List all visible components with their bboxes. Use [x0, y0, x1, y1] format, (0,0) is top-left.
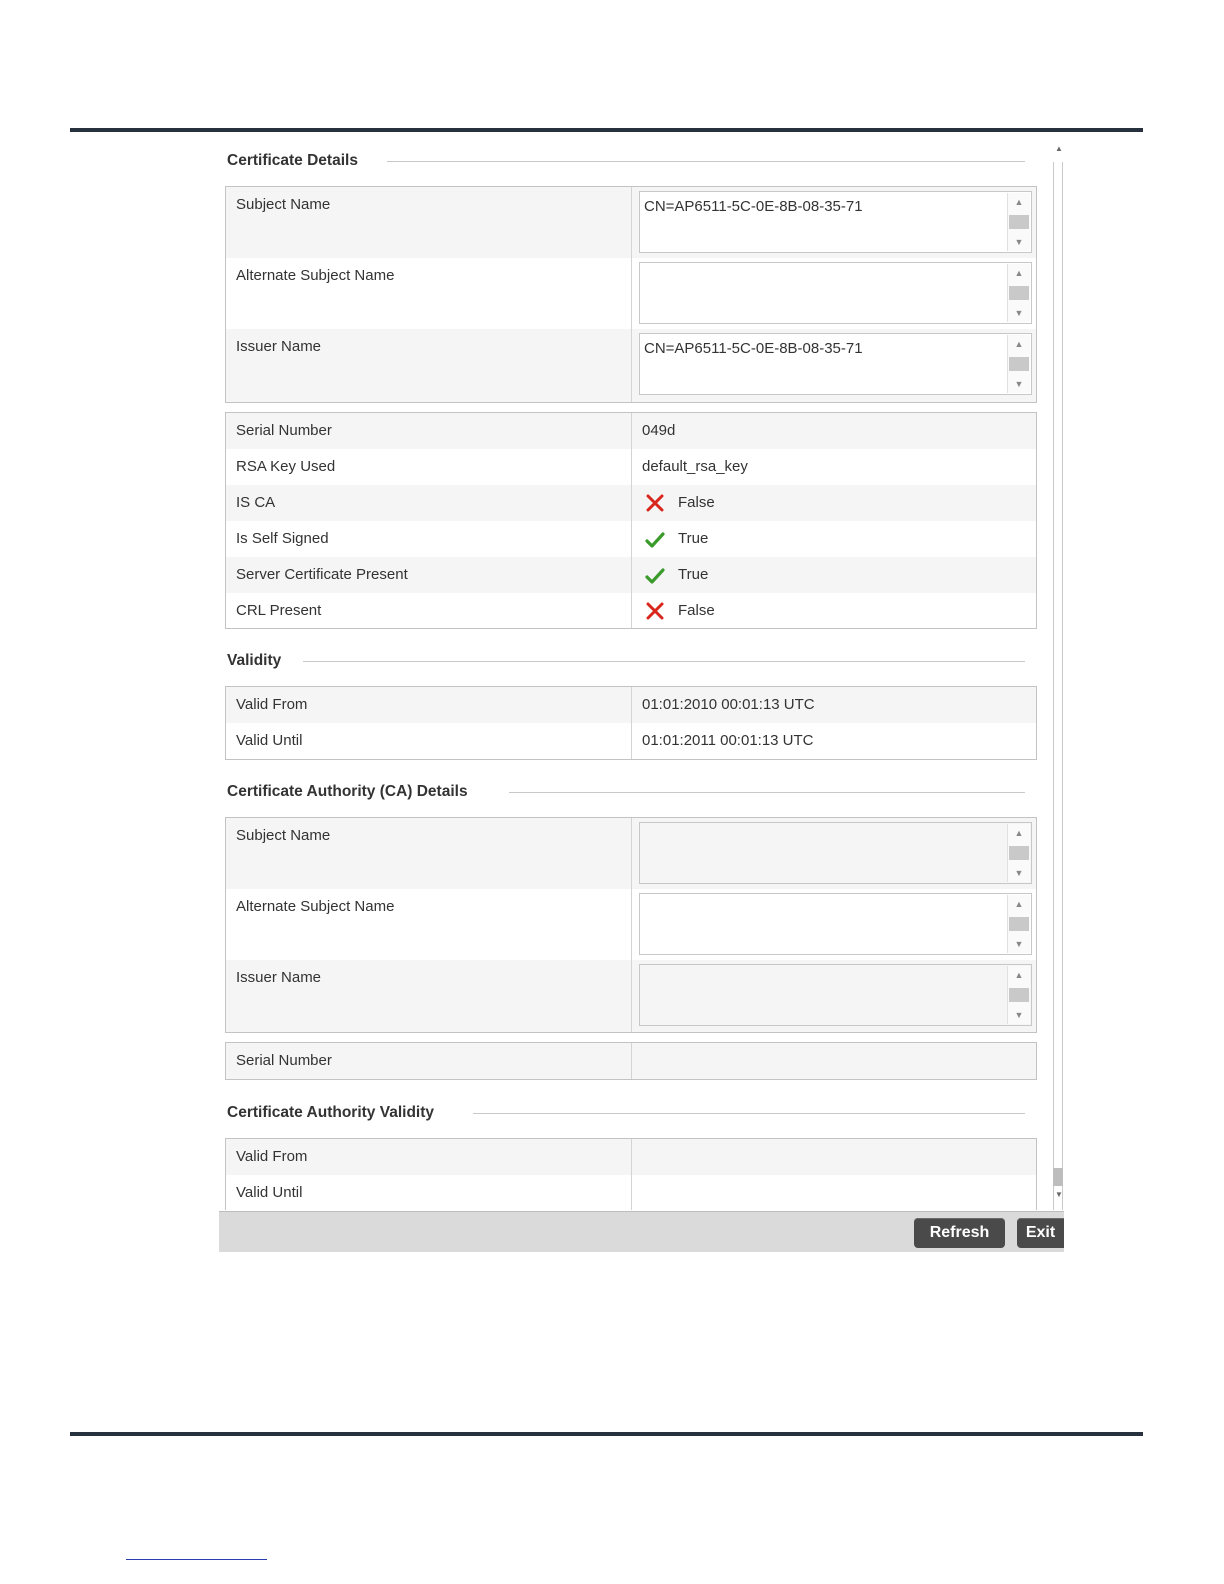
validity-box [225, 686, 1037, 760]
ca-issuer-name-field[interactable] [639, 964, 1032, 1026]
scroll-down-icon[interactable]: ▼ [1014, 1010, 1024, 1020]
serial-number-label: Serial Number [236, 422, 332, 439]
alternate-subject-name-label: Alternate Subject Name [236, 267, 395, 284]
scroll-down-icon[interactable]: ▼ [1014, 868, 1024, 878]
field-scrollbar[interactable] [1007, 193, 1030, 251]
section-title-validity: Validity [227, 652, 282, 669]
section-title-ca-details: Certificate Authority (CA) Details [227, 783, 468, 800]
cross-icon [644, 600, 666, 622]
issuer-name-value: CN=AP6511-5C-0E-8B-08-35-71 [644, 340, 863, 357]
issuer-name-label: Issuer Name [236, 338, 322, 355]
is-ca-label: IS CA [236, 494, 276, 511]
scroll-up-icon[interactable]: ▲ [1014, 970, 1024, 980]
footer-link-underline [126, 1559, 267, 1560]
column-divider [631, 1043, 632, 1079]
certificate-names-box [225, 186, 1037, 403]
page-bottom-rule [70, 1432, 1143, 1436]
scroll-up-icon[interactable]: ▲ [1014, 268, 1024, 278]
section-title-certificate-details: Certificate Details [227, 152, 358, 169]
subject-name-field[interactable] [639, 191, 1032, 253]
ca-subject-name-label: Subject Name [236, 827, 331, 844]
subject-name-value: CN=AP6511-5C-0E-8B-08-35-71 [644, 198, 863, 215]
valid-until-value: 01:01:2011 00:01:13 UTC [642, 732, 814, 749]
column-divider [631, 818, 632, 1032]
panel-scroll-up-icon[interactable]: ▲ [1055, 144, 1063, 153]
ca-valid-from-label: Valid From [236, 1148, 308, 1165]
panel-content [219, 140, 1049, 1210]
server-certificate-present-value: True [678, 566, 709, 583]
scroll-down-icon[interactable]: ▼ [1014, 939, 1024, 949]
button-bar [219, 1211, 1064, 1252]
field-scrollbar[interactable] [1007, 335, 1030, 393]
ca-issuer-name-label: Issuer Name [236, 969, 322, 986]
scroll-up-icon[interactable]: ▲ [1014, 828, 1024, 838]
valid-from-label: Valid From [236, 696, 308, 713]
crl-present-label: CRL Present [236, 602, 322, 619]
field-scrollbar[interactable] [1007, 966, 1030, 1024]
section-rule [387, 161, 1025, 162]
issuer-name-field[interactable] [639, 333, 1032, 395]
refresh-button[interactable]: Refresh [914, 1218, 1005, 1248]
check-icon [644, 529, 666, 551]
scroll-up-icon[interactable]: ▲ [1014, 197, 1024, 207]
server-certificate-present-label: Server Certificate Present [236, 566, 408, 583]
is-self-signed-value: True [678, 530, 709, 547]
cross-icon [644, 492, 666, 514]
scroll-thumb[interactable] [1009, 917, 1029, 931]
subject-name-label: Subject Name [236, 196, 331, 213]
ca-serial-number-label: Serial Number [236, 1052, 332, 1069]
section-rule [509, 792, 1025, 793]
section-rule [473, 1113, 1025, 1114]
column-divider [631, 413, 632, 628]
crl-present-value: False [678, 602, 715, 619]
ca-names-box [225, 817, 1037, 1033]
ca-serial-box [225, 1042, 1037, 1080]
valid-until-label: Valid Until [236, 732, 303, 749]
rsa-key-used-label: RSA Key Used [236, 458, 336, 475]
ca-subject-name-field[interactable] [639, 822, 1032, 884]
scroll-thumb[interactable] [1009, 846, 1029, 860]
scroll-up-icon[interactable]: ▲ [1014, 339, 1024, 349]
panel-scrollbar[interactable] [1053, 162, 1063, 1210]
column-divider [631, 187, 632, 402]
serial-number-value: 049d [642, 422, 676, 439]
ca-alternate-subject-name-label: Alternate Subject Name [236, 898, 395, 915]
field-scrollbar[interactable] [1007, 264, 1030, 322]
scroll-thumb[interactable] [1009, 357, 1029, 371]
ca-validity-box [225, 1138, 1037, 1210]
column-divider [631, 1139, 632, 1210]
exit-button[interactable]: Exit [1017, 1218, 1064, 1248]
scroll-thumb[interactable] [1009, 988, 1029, 1002]
rsa-key-used-value: default_rsa_key [642, 458, 748, 475]
valid-from-value: 01:01:2010 00:01:13 UTC [642, 696, 815, 713]
ca-valid-until-label: Valid Until [236, 1184, 303, 1201]
page-top-rule [70, 128, 1143, 132]
scroll-thumb[interactable] [1009, 215, 1029, 229]
scroll-down-icon[interactable]: ▼ [1014, 379, 1024, 389]
panel-scroll-thumb[interactable] [1053, 1168, 1063, 1186]
is-ca-value: False [678, 494, 715, 511]
ca-alternate-subject-name-field[interactable] [639, 893, 1032, 955]
column-divider [631, 687, 632, 759]
certificate-properties-box [225, 412, 1037, 629]
alternate-subject-name-field[interactable] [639, 262, 1032, 324]
section-title-ca-validity: Certificate Authority Validity [227, 1104, 434, 1121]
is-self-signed-label: Is Self Signed [236, 530, 329, 547]
check-icon [644, 565, 666, 587]
field-scrollbar[interactable] [1007, 824, 1030, 882]
section-rule [303, 661, 1025, 662]
scroll-down-icon[interactable]: ▼ [1014, 237, 1024, 247]
field-scrollbar[interactable] [1007, 895, 1030, 953]
scroll-down-icon[interactable]: ▼ [1014, 308, 1024, 318]
panel-scroll-down-icon[interactable]: ▼ [1055, 1190, 1063, 1199]
scroll-up-icon[interactable]: ▲ [1014, 899, 1024, 909]
certificate-details-panel [219, 140, 1064, 1252]
scroll-thumb[interactable] [1009, 286, 1029, 300]
